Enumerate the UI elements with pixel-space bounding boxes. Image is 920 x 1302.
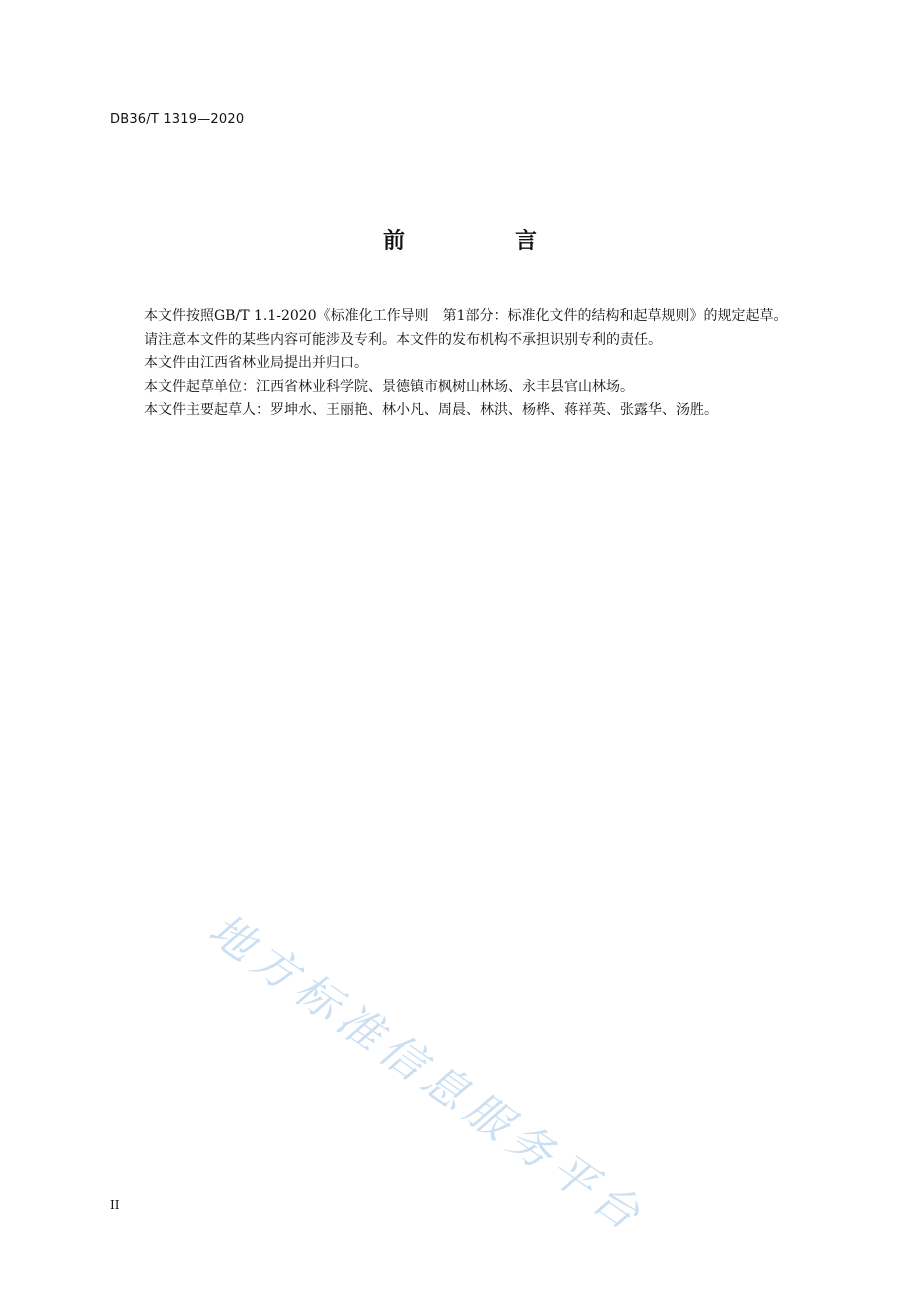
document-code: DB36/T 1319—2020 <box>110 112 245 127</box>
paragraph-drafting-units: 本文件起草单位：江西省林业科学院、景德镇市枫树山林场、永丰县官山林场。 <box>144 378 634 395</box>
paragraph-proposer: 本文件由江西省林业局提出并归口。 <box>144 355 368 371</box>
watermark: 地方标准信息服务平台 <box>199 904 655 1245</box>
paragraph-drafters: 本文件主要起草人：罗坤水、王丽艳、林小凡、周晨、林洪、杨桦、蒋祥英、张露华、汤胜。 <box>144 402 718 418</box>
paragraph-standard-basis: 本文件按照GB/T 1.1-2020《标准化工作导则 第1部分：标准化文件的结构和起草规则》的规定起草。 <box>144 308 788 324</box>
foreword-body <box>110 305 832 423</box>
paragraph-patent-notice: 请注意本文件的某些内容可能涉及专利。本文件的发布机构不承担识别专利的责任。 <box>144 331 662 348</box>
page-title: 前 言 <box>382 229 581 254</box>
page-number: II <box>110 1198 120 1212</box>
